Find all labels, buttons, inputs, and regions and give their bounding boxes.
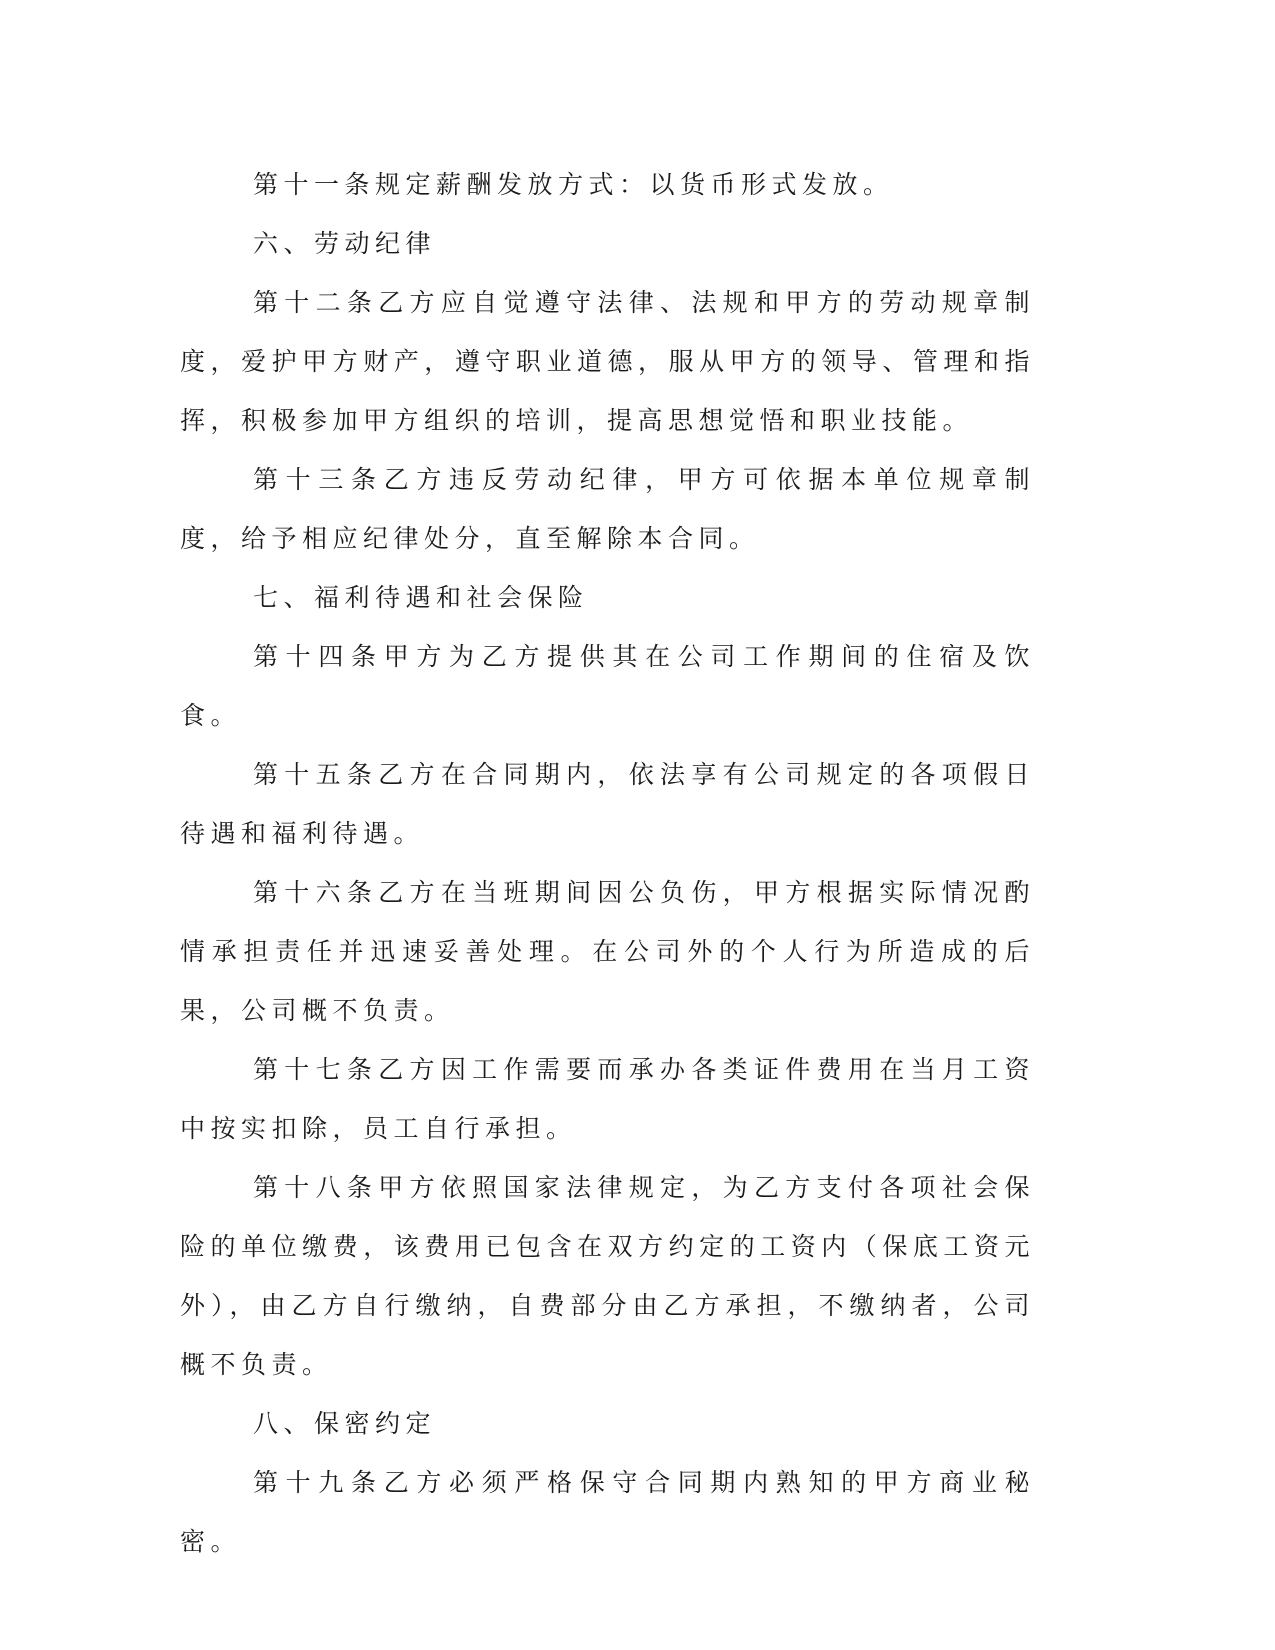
- section-heading-welfare-insurance: 七、福利待遇和社会保险: [253, 583, 589, 612]
- clause-17-certificate-fees: 第十七条乙方因工作需要而承办各类证件费用在当月工资中按实扣除，员工自行承担。: [180, 1055, 1035, 1143]
- clause-19-trade-secrets: 第十九条乙方必须严格保守合同期内熟知的甲方商业秘密。: [180, 1468, 1035, 1556]
- clause-18-social-insurance: 第十八条甲方依照国家法律规定，为乙方支付各项社会保险的单位缴费，该费用已包含在双方约定的工资内（保底工资元外），由乙方自行缴纳，自费部分由乙方承担，不缴纳者，公司概不负责。: [180, 1173, 1035, 1379]
- section-heading-confidentiality: 八、保密约定: [253, 1409, 437, 1438]
- clause-14-accommodation: 第十四条甲方为乙方提供其在公司工作期间的住宿及饮食。: [180, 642, 1035, 730]
- clause-11-salary-payment: 第十一条规定薪酬发放方式：以货币形式发放。: [253, 170, 894, 199]
- clause-15-holidays: 第十五条乙方在合同期内，依法享有公司规定的各项假日待遇和福利待遇。: [180, 760, 1035, 848]
- clause-12-obligations: 第十二条乙方应自觉遵守法律、法规和甲方的劳动规章制度，爱护甲方财产，遵守职业道德，服从甲方的领导、管理和指挥，积极参加甲方组织的培训，提高思想觉悟和职业技能。: [180, 288, 1035, 435]
- document-body: [180, 155, 1035, 1571]
- section-heading-labor-discipline: 六、劳动纪律: [253, 229, 437, 258]
- clause-16-work-injury: 第十六条乙方在当班期间因公负伤，甲方根据实际情况酌情承担责任并迅速妥善处理。在公司外的个人行为所造成的后果，公司概不负责。: [180, 878, 1035, 1025]
- clause-13-discipline-violation: 第十三条乙方违反劳动纪律，甲方可依据本单位规章制度，给予相应纪律处分，直至解除本合同。: [180, 465, 1035, 553]
